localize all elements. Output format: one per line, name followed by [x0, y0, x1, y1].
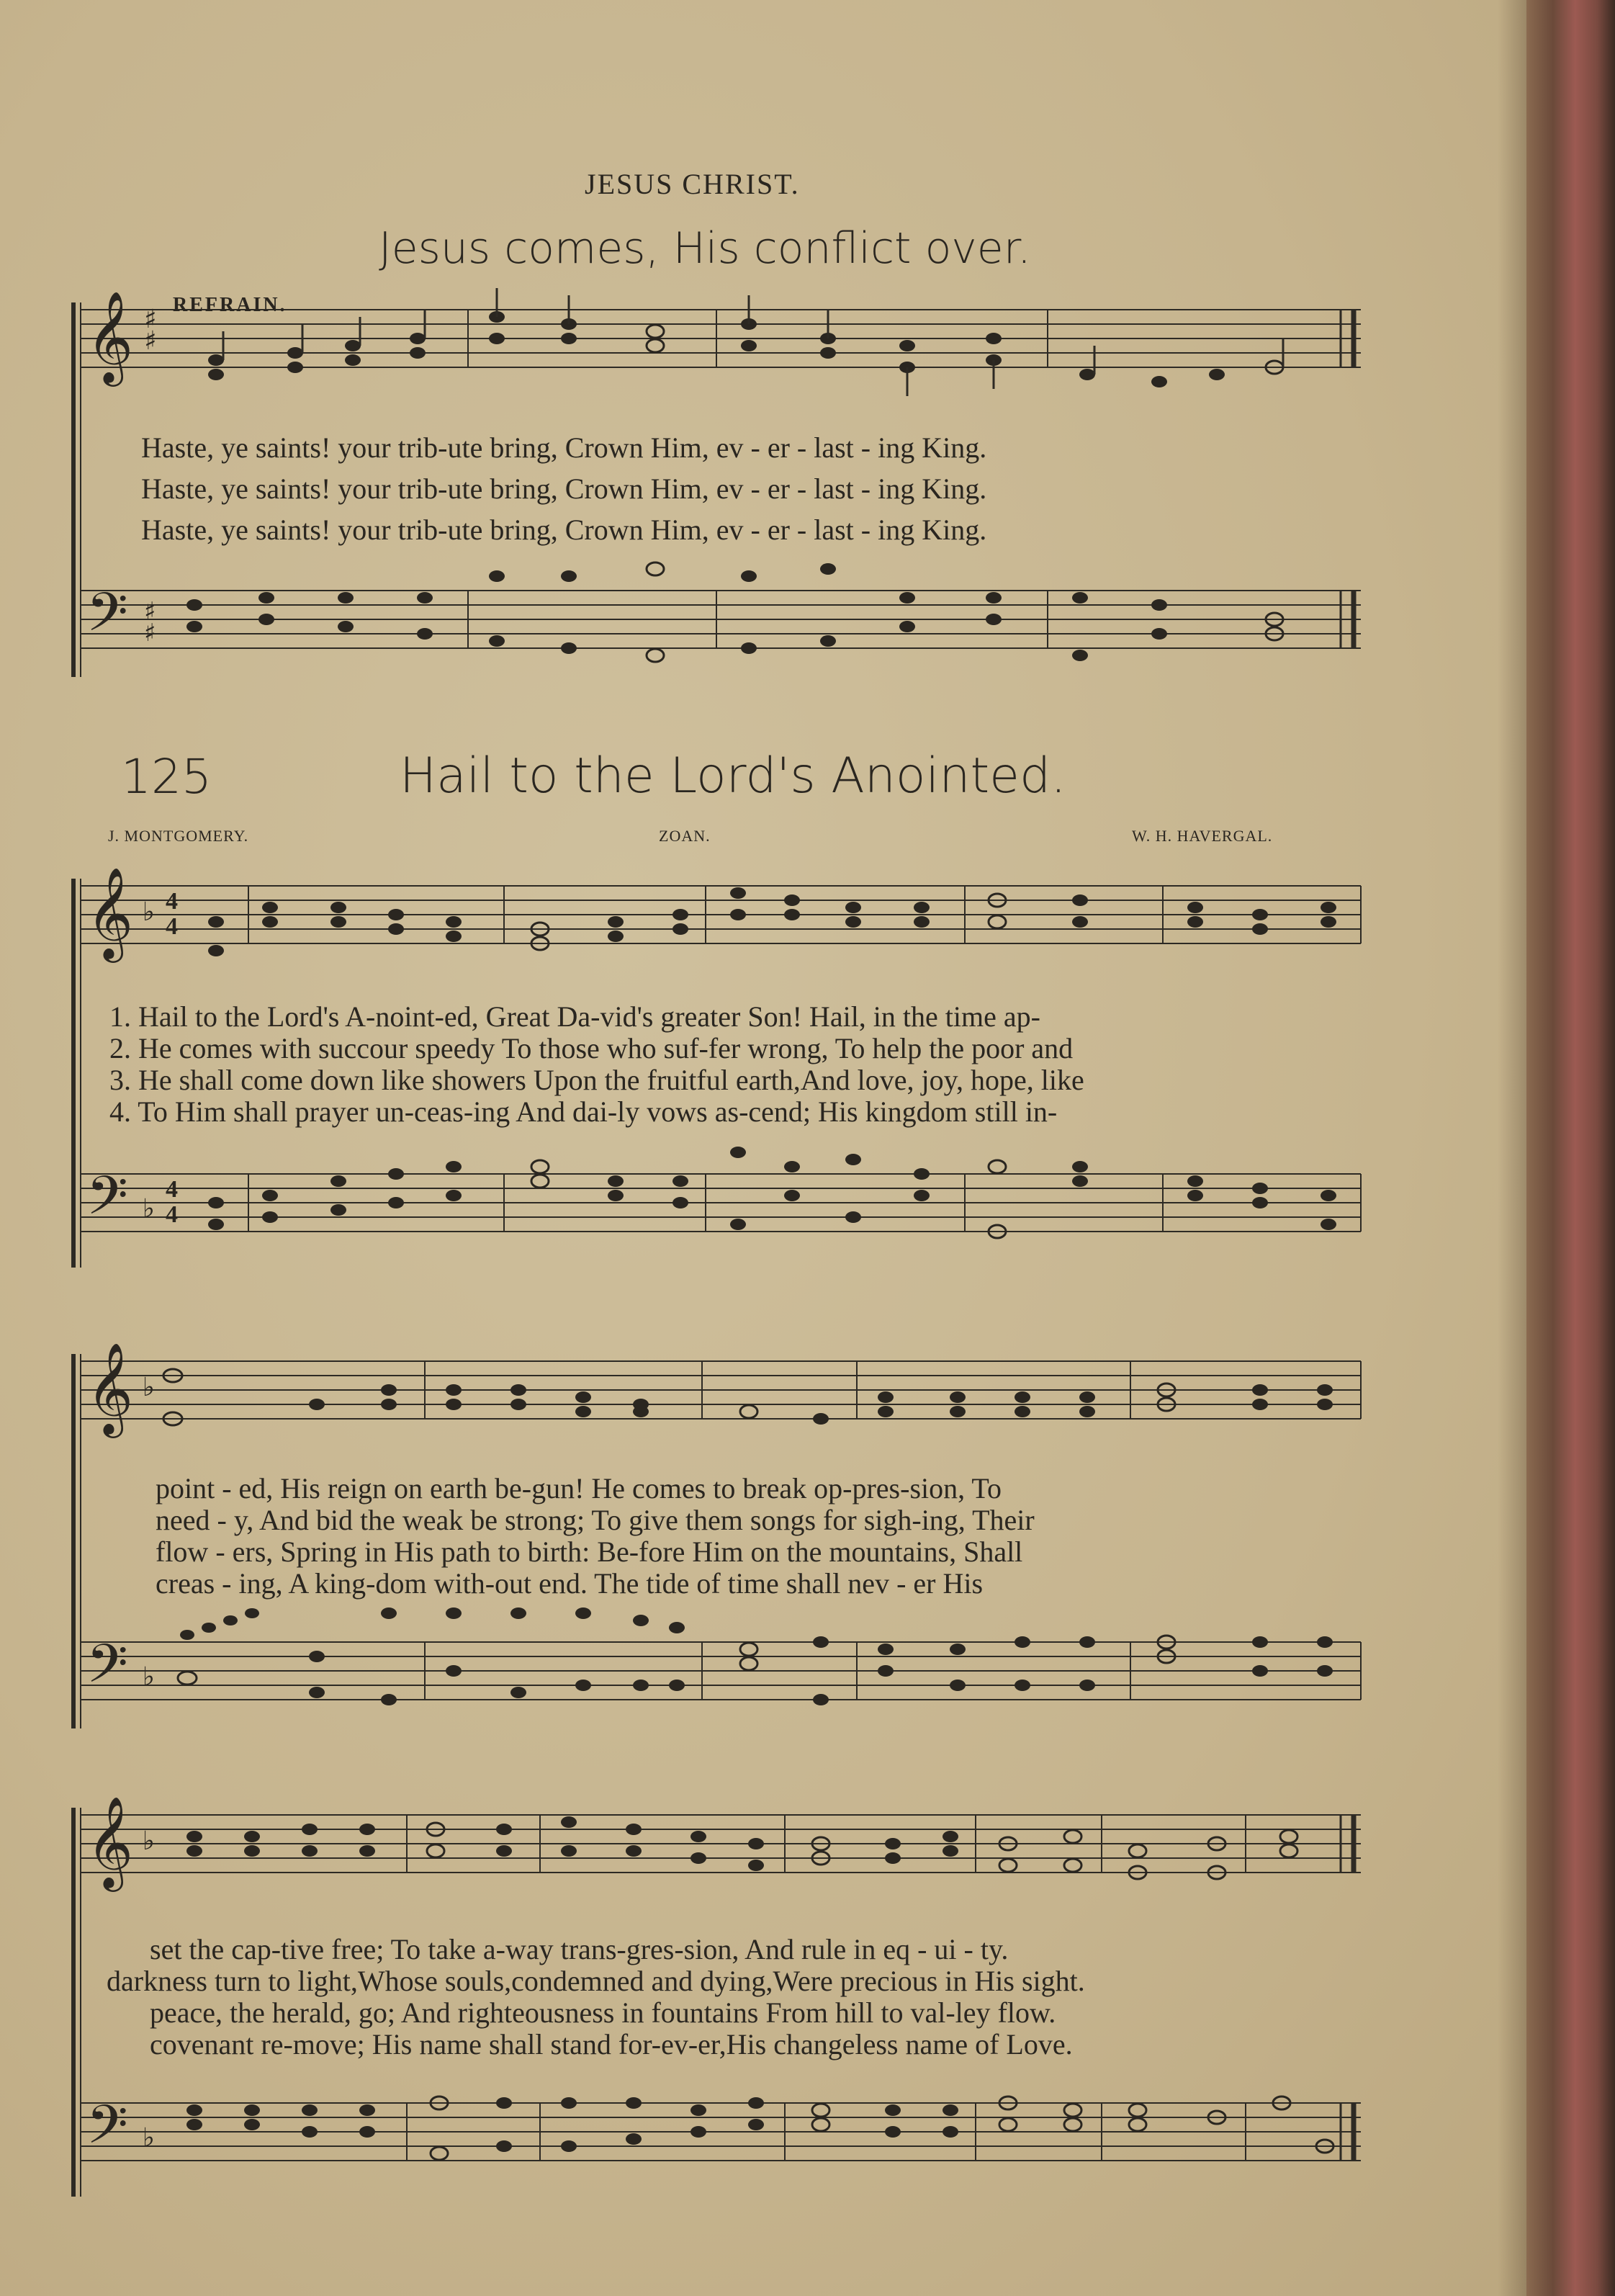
verse-lyric-line: 4. To Him shall prayer un-ceas-ing And dai-ly vows as-cend; His kingdom still in-: [109, 1095, 1058, 1128]
book-page-edges: [1526, 0, 1615, 2296]
treble-clef-icon: 𝄞: [86, 290, 134, 382]
treble-notes: [186, 1816, 1297, 1879]
treble-staff: [81, 886, 1361, 943]
treble-notes: [208, 887, 1336, 956]
refrain-bass-staff: [65, 576, 1375, 706]
refrain-lyric-line: Haste, ye saints! your trib-ute bring, Crown Him, ev - er - last - ing King.: [141, 431, 987, 464]
sharp-icon: ♯: [144, 597, 156, 626]
bass-staff: [81, 1174, 1361, 1232]
treble-clef-icon: 𝄞: [86, 1795, 134, 1888]
bass-clef-icon: 𝄢: [86, 1633, 128, 1708]
verse-lyric-line: need - y, And bid the weak be strong; To give them songs for sigh-ing, Their: [156, 1504, 1035, 1536]
treble-notes: [163, 1369, 1333, 1425]
hymn-number: 125: [121, 749, 212, 804]
bass-clef-icon: 𝄢: [86, 1165, 128, 1240]
verse-lyric-line: 3. He shall come down like showers Upon the fruitful earth,And love, joy, hope, like: [109, 1064, 1084, 1096]
hymn-author: J. MONTGOMERY.: [108, 827, 249, 845]
verse-lyric-line: 1. Hail to the Lord's A-noint-ed, Great Da-vid's greater Son! Hail, in the time ap-: [109, 1000, 1040, 1033]
flat-icon: ♭: [143, 2123, 155, 2153]
hymn-tune: ZOAN.: [659, 827, 711, 845]
sharp-icon: ♯: [144, 619, 156, 647]
refrain-label: REFRAIN.: [173, 294, 287, 316]
treble-clef-icon: 𝄞: [86, 866, 134, 959]
flat-icon: ♭: [143, 1826, 155, 1856]
hymn-composer: W. H. HAVERGAL.: [1132, 827, 1273, 845]
time-signature-icon: 4: [166, 1176, 178, 1203]
time-signature-icon: 4: [166, 1201, 178, 1228]
bass-staff: [81, 2103, 1361, 2161]
bass-notes: [186, 2097, 1333, 2160]
bass-clef-icon: 𝄢: [86, 2094, 128, 2169]
bass-notes: [208, 1147, 1336, 1238]
hymn-title: Hail to the Lord's Anointed.: [400, 748, 1066, 804]
sharp-icon: ♯: [144, 326, 157, 356]
verse-lyric-line: darkness turn to light,Whose souls,condemned and dying,Were precious in His sight.: [107, 1965, 1085, 1997]
refrain-lyric-line: Haste, ye saints! your trib-ute bring, Crown Him, ev - er - last - ing King.: [141, 472, 987, 505]
verse-lyrics-system-2: [156, 1473, 1380, 1610]
time-signature-icon: 4: [166, 913, 178, 940]
flat-icon: ♭: [143, 1194, 155, 1224]
verse-lyric-line: peace, the herald, go; And righteousness in fountains From hill to val-ley flow.: [150, 1996, 1056, 2029]
verse-lyric-line: 2. He comes with succour speedy To those who suf-fer wrong, To help the poor and: [109, 1032, 1074, 1064]
verse-lyric-line: point - ed, His reign on earth be-gun! He comes to break op-pres-sion, To: [156, 1472, 1002, 1504]
verse-lyric-line: set the cap-tive free; To take a-way trans-gres-sion, And rule in eq - ui - ty.: [150, 1933, 1009, 1965]
refrain-treble-staff: [81, 310, 1361, 367]
flat-icon: ♭: [143, 897, 155, 927]
section-heading: JESUS CHRIST.: [585, 168, 800, 200]
time-signature-icon: 4: [166, 888, 178, 915]
refrain-hymn-title: Jesus comes, His conflict over.: [379, 223, 1031, 274]
refrain-lyric-line: Haste, ye saints! your trib-ute bring, Crown Him, ev - er - last - ing King.: [141, 514, 987, 546]
refrain-lyrics: [141, 431, 1365, 546]
verse-lyric-line: creas - ing, A king-dom with-out end. The tide of time shall nev - er His: [156, 1567, 984, 1600]
verse-lyric-line: flow - ers, Spring in His path to birth: Be-fore Him on the mountains, Shall: [156, 1535, 1023, 1568]
refrain-treble-notes: [208, 311, 1283, 387]
refrain-bass-notes: [186, 562, 1283, 662]
treble-clef-icon: 𝄞: [86, 1342, 134, 1434]
sharp-icon: ♯: [144, 305, 157, 334]
verse-lyrics-system-1: [109, 1001, 1377, 1138]
bass-clef-icon: 𝄢: [86, 581, 128, 657]
verse-lyrics-system-3: [107, 1934, 1388, 2071]
treble-staff: [81, 1815, 1361, 1873]
flat-icon: ♭: [143, 1662, 155, 1692]
flat-icon: ♭: [143, 1373, 155, 1402]
verse-lyric-line: covenant re-move; His name shall stand for-ev-er,His changeless name of Love.: [150, 2028, 1073, 2060]
